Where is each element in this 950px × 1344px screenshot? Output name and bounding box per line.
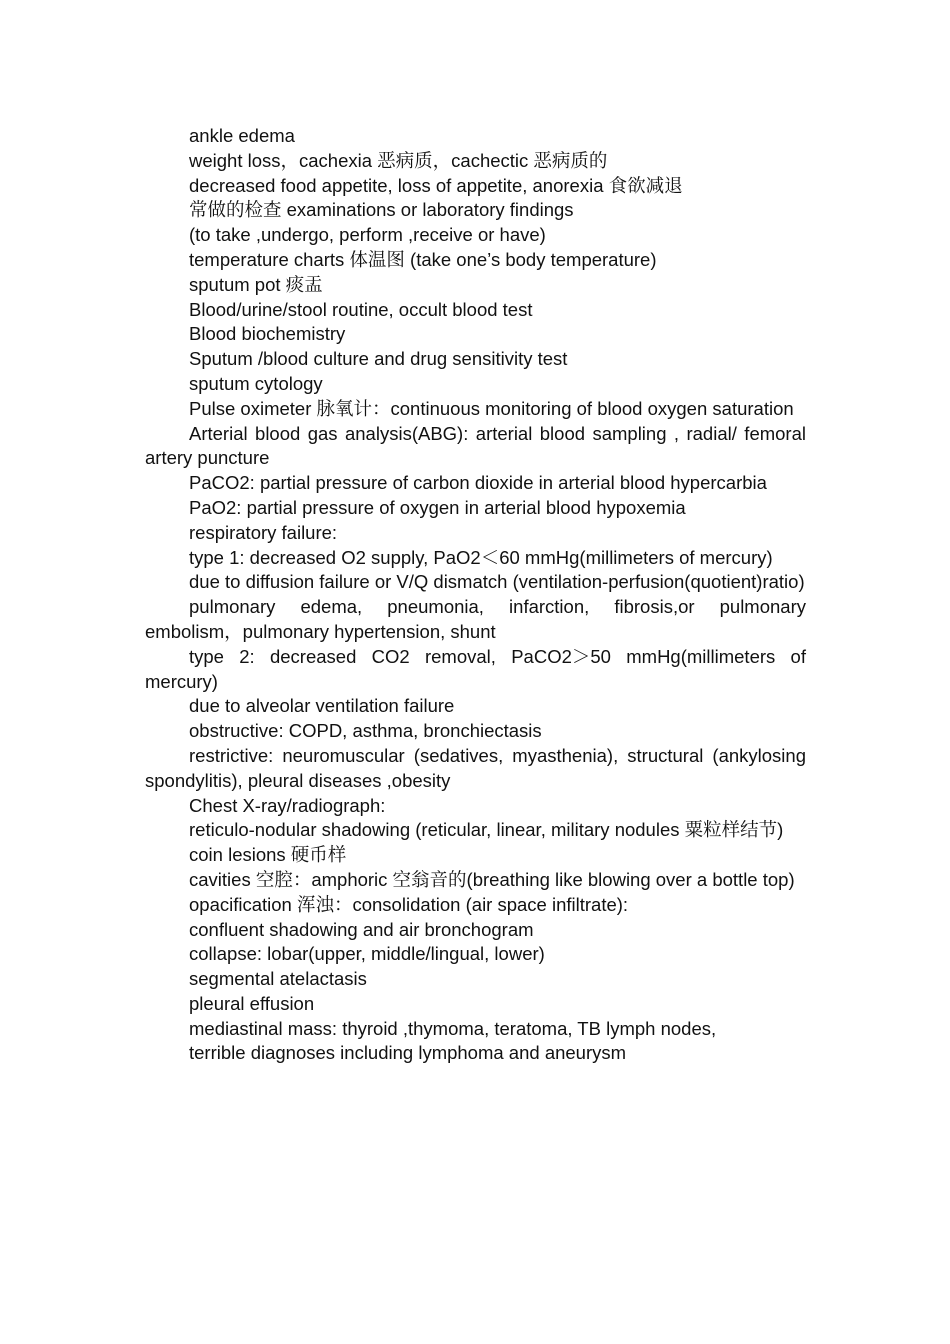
text-line: Chest X-ray/radiograph: bbox=[189, 794, 386, 816]
text-line: sputum cytology bbox=[189, 372, 323, 394]
text-line: ankle edema bbox=[189, 125, 295, 146]
text-line: coin lesions 硬币样 bbox=[189, 844, 347, 866]
text-line: Blood/urine/stool routine, occult blood test bbox=[189, 298, 533, 320]
text-paragraph: reticulo-nodular shadowing (reticular, linear, military nodules 粟粒样结节) bbox=[189, 819, 784, 841]
text-paragraph: pulmonary edema, pneumonia, infarction, fibrosis,or pulmonary embolism，pulmonary hypertension, shunt bbox=[145, 596, 806, 642]
text-line: collapse: lobar(upper, middle/lingual, lower) bbox=[189, 943, 545, 965]
text-paragraph: Arterial blood gas analysis(ABG): arterial blood sampling , radial/ femoral artery puncture bbox=[145, 422, 806, 469]
text-paragraph: due to diffusion failure or V/Q dismatch (ventilation-perfusion(quotient)ratio) bbox=[189, 571, 805, 593]
text-line: opacification 浑浊：consolidation (air space infiltrate): bbox=[189, 893, 629, 915]
text-line: sputum pot 痰盂 bbox=[189, 273, 323, 295]
text-line: pleural effusion bbox=[189, 992, 315, 1014]
text-line: respiratory failure: bbox=[189, 521, 338, 543]
text-line: temperature charts 体温图 (take one’s body temperature) bbox=[189, 248, 657, 270]
text-line: Sputum /blood culture and drug sensitivity test bbox=[189, 348, 568, 370]
text-paragraph: type 2: decreased CO2 removal, PaCO2＞50 mmHg(millimeters of mercury) bbox=[145, 645, 806, 692]
text-line: Blood biochemistry bbox=[189, 323, 346, 345]
text-line: segmental atelactasis bbox=[189, 968, 367, 990]
text-line: (to take ,undergo, perform ,receive or have) bbox=[189, 224, 546, 246]
text-line: PaO2: partial pressure of oxygen in arterial blood hypoxemia bbox=[189, 496, 686, 518]
text-paragraph: type 1: decreased O2 supply, PaO2＜60 mmHg(millimeters of mercury) bbox=[189, 546, 773, 568]
text-paragraph: cavities 空腔：amphoric 空翁音的(breathing like blowing over a bottle top) bbox=[189, 868, 795, 890]
text-paragraph: restrictive: neuromuscular (sedatives, myasthenia), structural (ankylosing spondylitis), pleural diseases ,obesity bbox=[145, 744, 806, 791]
text-line: decreased food appetite, loss of appetite, anorexia 食欲减退 bbox=[189, 174, 683, 196]
text-line: terrible diagnoses including lymphoma and aneurysm bbox=[189, 1042, 627, 1064]
text-line: obstructive: COPD, asthma, bronchiectasis bbox=[189, 720, 542, 742]
text-line: 常做的检查 examinations or laboratory findings bbox=[189, 199, 574, 221]
text-paragraph: Pulse oximeter 脉氧计：continuous monitoring of blood oxygen saturation bbox=[189, 397, 794, 419]
text-paragraph: PaCO2: partial pressure of carbon dioxide in arterial blood hypercarbia bbox=[189, 472, 767, 494]
text-line: mediastinal mass: thyroid ,thymoma, teratoma, TB lymph nodes, bbox=[189, 1017, 717, 1039]
text-line: weight loss，cachexia 恶病质，cachectic 恶病质的 bbox=[189, 149, 608, 171]
text-line: due to alveolar ventilation failure bbox=[189, 695, 455, 717]
document-body bbox=[145, 124, 806, 1066]
text-line: confluent shadowing and air bronchogram bbox=[189, 918, 534, 940]
